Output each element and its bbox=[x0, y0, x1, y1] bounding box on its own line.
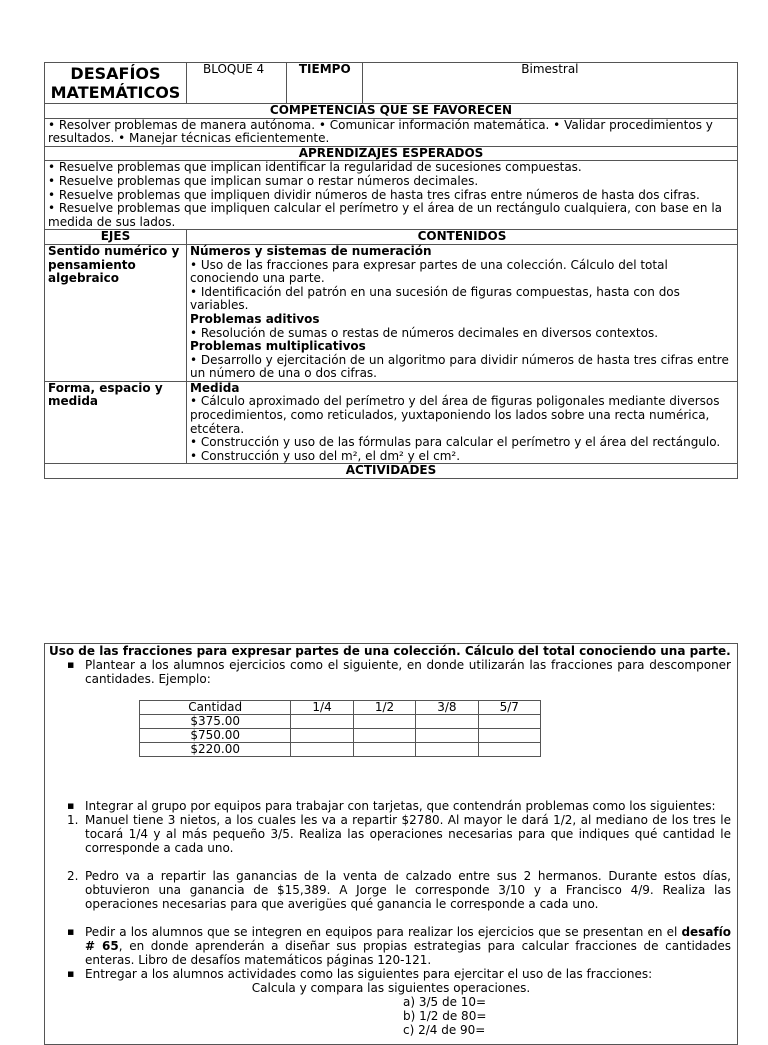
content-item: • Cálculo aproximado del perímetro y del área de figuras poligonales mediante diversos procedimientos, como reticulados, yuxtaponiendo los lados sobre una recta numérica, etcétera. bbox=[189, 394, 720, 436]
activity-bullet: ▪ Plantear a los alumnos ejercicios como el siguiente, en donde utilizarán las fracciones para descomponer cantidades. Ejemplo: bbox=[45, 658, 737, 686]
bloque-label: BLOQUE 4 bbox=[186, 63, 286, 104]
section-heading: Uso de las fracciones para expresar partes de una colección. Cálculo del total conociendo una parte. bbox=[49, 644, 731, 658]
ejes-heading: EJES bbox=[45, 230, 187, 245]
problem-text: Pedro va a repartir las ganancias de la venta de calzado entre sus 2 hermanos. Durante estos días, obtuvieron una ganancia de $15,389. A Jorge le corresponde 3/10 y a Francisco 4/9. Realiza las operaciones necesarias para que averigües qué ganancia le corresponde a cada uno. bbox=[85, 869, 731, 911]
tiempo-label: TIEMPO bbox=[286, 63, 362, 104]
table-cell bbox=[416, 729, 478, 743]
bullet-text: , en donde aprenderán a diseñar sus propias estrategias para calcular fracciones de cantidades enteras. Libro de desafíos matemáticos páginas 120-121. bbox=[85, 939, 731, 967]
table-cell bbox=[478, 743, 540, 757]
table-cell bbox=[353, 715, 415, 729]
activity-bullet bbox=[45, 925, 737, 967]
aprendizajes-heading: APRENDIZAJES ESPERADOS bbox=[45, 146, 738, 161]
table-row bbox=[140, 715, 541, 729]
table-header: 3/8 bbox=[416, 701, 478, 715]
table-header: Cantidad bbox=[140, 701, 291, 715]
table-cell bbox=[353, 743, 415, 757]
contenidos-eje2 bbox=[186, 381, 737, 464]
table-cell bbox=[291, 743, 353, 757]
content-item: • Desarrollo y ejercitación de un algoritmo para dividir números de hasta tres cifras entre un número de una o dos cifras. bbox=[189, 352, 729, 381]
aprendizajes-list bbox=[45, 161, 738, 230]
planning-table bbox=[44, 62, 738, 479]
desafio-reference: desafío # 65 bbox=[85, 925, 731, 953]
aprendizaje-item: • Resuelve problemas que impliquen dividir números de hasta tres cifras entre números de hasta dos cifras. bbox=[48, 187, 700, 202]
table-cell bbox=[478, 715, 540, 729]
table-header: 5/7 bbox=[478, 701, 540, 715]
problem-item bbox=[45, 813, 737, 855]
table-cell bbox=[416, 715, 478, 729]
problem-number: 1. bbox=[67, 813, 79, 827]
content-block-title: Medida bbox=[189, 380, 240, 395]
tiempo-value: Bimestral bbox=[362, 63, 737, 104]
content-block-title: Problemas multiplicativos bbox=[189, 339, 366, 354]
table-cell bbox=[353, 729, 415, 743]
table-cell: $220.00 bbox=[140, 743, 291, 757]
operation-item: c) 2/4 de 90= bbox=[403, 1023, 486, 1037]
operation-item: a) 3/5 de 10= bbox=[403, 995, 487, 1009]
table-cell: $375.00 bbox=[140, 715, 291, 729]
table-cell: $750.00 bbox=[140, 729, 291, 743]
document-title: DESAFÍOS MATEMÁTICOS bbox=[45, 63, 187, 104]
operations-list bbox=[45, 995, 737, 1037]
table-cell bbox=[416, 743, 478, 757]
problem-text: Manuel tiene 3 nietos, a los cuales les va a repartir $2780. Al mayor le dará 1/2, al mediano de los tres le tocará 1/4 y al más pequeño 3/5. Realiza las operaciones necesarias para que indiques qué cantidad le corresponde a cada uno. bbox=[85, 813, 731, 855]
table-header: 1/4 bbox=[291, 701, 353, 715]
activities-section bbox=[44, 643, 738, 1045]
content-item: • Construcción y uso del m², el dm² y el cm². bbox=[189, 448, 461, 463]
eje-sentido-numerico: Sentido numérico y pensamiento algebraico bbox=[45, 244, 187, 381]
eje-forma-espacio: Forma, espacio y medida bbox=[45, 381, 187, 464]
table-header: 1/2 bbox=[353, 701, 415, 715]
fractions-table bbox=[139, 700, 541, 757]
contenidos-heading: CONTENIDOS bbox=[186, 230, 737, 245]
content-item: • Uso de las fracciones para expresar partes de una colección. Cálculo del total conociendo una parte. bbox=[189, 257, 668, 286]
problem-number: 2. bbox=[67, 869, 79, 883]
aprendizaje-item: • Resuelve problemas que implican identificar la regularidad de sucesiones compuestas. bbox=[48, 160, 582, 175]
content-block-title: Números y sistemas de numeración bbox=[189, 243, 432, 258]
table-cell bbox=[291, 715, 353, 729]
content-item: • Identificación del patrón en una sucesión de figuras compuestas, hasta con dos variables. bbox=[189, 284, 680, 313]
aprendizaje-item: • Resuelve problemas que impliquen calcular el perímetro y el área de un rectángulo cualquiera, con base en la medida de sus lados. bbox=[48, 201, 723, 229]
competencias-text: • Resolver problemas de manera autónoma. • Comunicar información matemática. • Validar procedimientos y resultados. • Manejar técnicas eficientemente. bbox=[45, 118, 738, 146]
table-cell bbox=[478, 729, 540, 743]
operation-item: b) 1/2 de 80= bbox=[403, 1009, 487, 1023]
content-item: • Resolución de sumas o restas de números decimales en diversos contextos. bbox=[189, 325, 659, 340]
contenidos-eje1 bbox=[186, 244, 737, 381]
bullet-text: Pedir a los alumnos que se integren en equipos para realizar los ejercicios que se presentan en el bbox=[85, 925, 682, 939]
activity-bullet: ▪ Entregar a los alumnos actividades como las siguientes para ejercitar el uso de las fracciones: bbox=[45, 967, 737, 981]
competencias-heading: COMPETENCIAS QUE SE FAVORECEN bbox=[45, 104, 738, 119]
actividades-heading: ACTIVIDADES bbox=[45, 464, 738, 479]
calc-title: Calcula y compara las siguientes operaciones. bbox=[251, 981, 531, 995]
activity-bullet: ▪ Integrar al grupo por equipos para trabajar con tarjetas, que contendrán problemas como los siguientes: bbox=[45, 799, 737, 813]
content-item: • Construcción y uso de las fórmulas para calcular el perímetro y el área del rectángulo. bbox=[189, 435, 721, 450]
problem-item bbox=[45, 869, 737, 911]
table-cell bbox=[291, 729, 353, 743]
aprendizaje-item: • Resuelve problemas que implican sumar o restar números decimales. bbox=[48, 173, 479, 188]
table-row bbox=[140, 743, 541, 757]
content-block-title: Problemas aditivos bbox=[189, 311, 320, 326]
table-row bbox=[140, 729, 541, 743]
